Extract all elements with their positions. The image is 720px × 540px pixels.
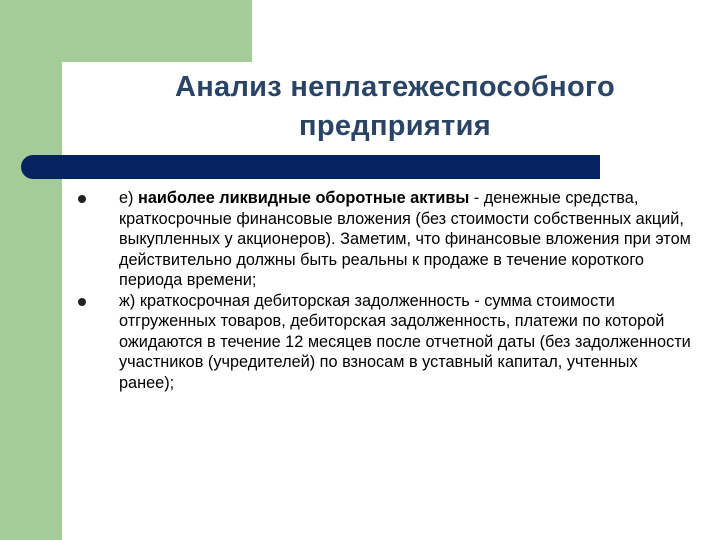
title-divider-bar: [21, 155, 600, 179]
bullet-text: - денежные средства, краткосрочные финансовые вложения (без стоимости собственных акций, выкупленных у акционеров). Заметим, что финансовые вложения при этом действительно должны быть реальны к продаже в течение короткого периода времени;: [119, 189, 691, 289]
bullet-prefix: ж): [119, 291, 140, 310]
bullet-dot-icon: [78, 298, 86, 306]
bullet-dot-icon: [78, 195, 86, 203]
bullet-item-e: [76, 188, 696, 291]
bullet-text: краткосрочная дебиторская задолженность - сумма стоимости отгруженных товаров, дебиторская задолженность, платежи по которой ожидаются в течение 12 месяцев после отчетной даты (без задолженности участников (учредителей) по взносам в уставный капитал, учтенных ранее);: [119, 291, 691, 392]
title-line-1: Анализ неплатежеспособного: [174, 71, 616, 103]
title-line-2: предприятия: [299, 110, 491, 142]
bullet-prefix: е): [119, 189, 139, 207]
slide-title: [100, 68, 690, 146]
bullet-item-zh: [76, 291, 696, 394]
green-frame-left: [0, 0, 62, 540]
bullet-term: наиболее ликвидные оборотные активы: [138, 189, 470, 207]
bullet-list: [76, 188, 696, 393]
